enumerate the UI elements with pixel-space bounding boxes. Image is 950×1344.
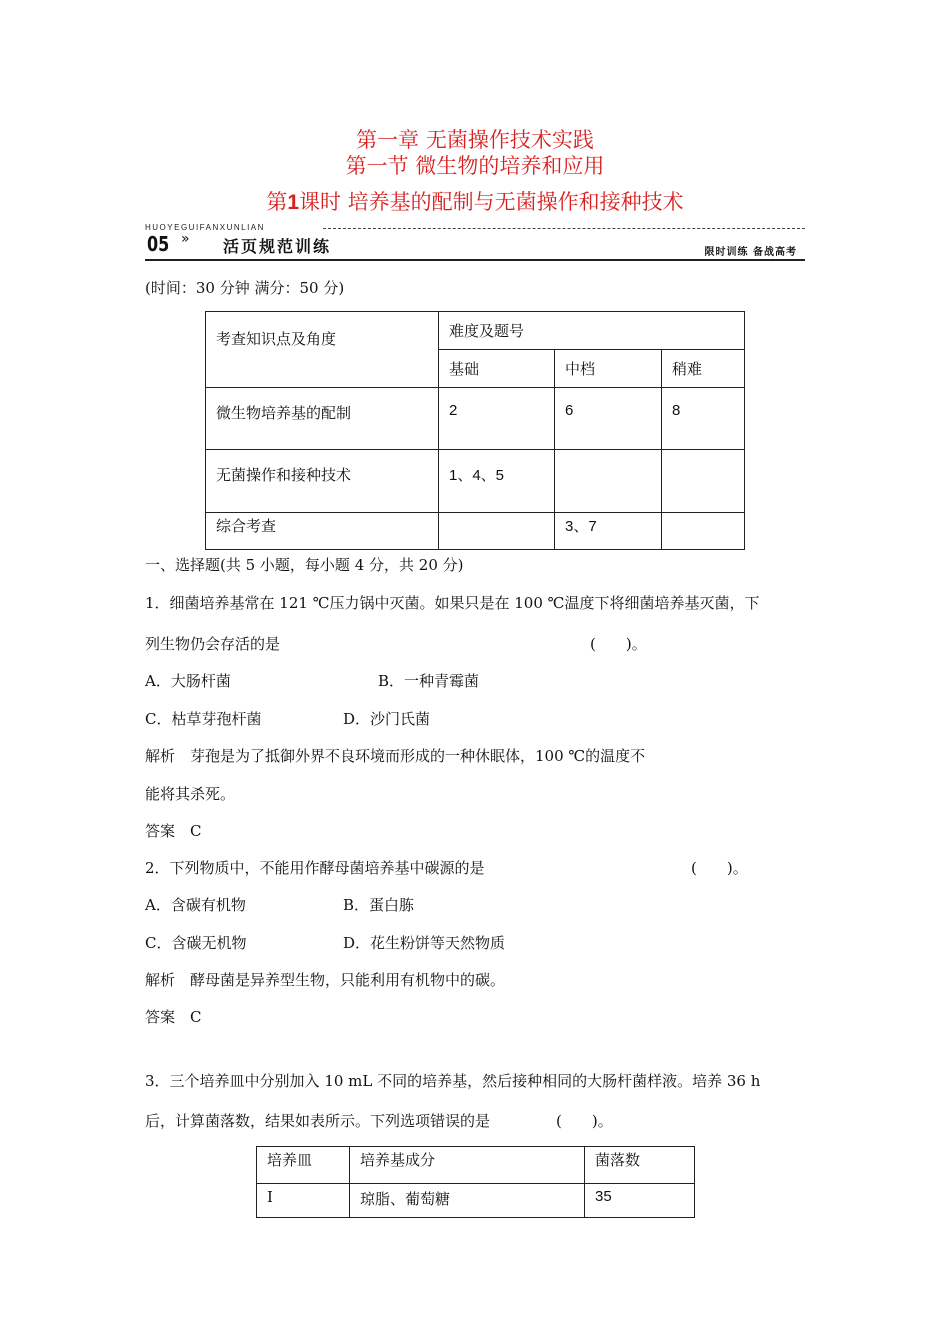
q3-cell-dish: I: [257, 1184, 350, 1218]
row-hard: [662, 450, 745, 513]
time-score-info: (时间：30 分钟 满分：50 分): [145, 279, 345, 297]
q3-stem-line1: 3．三个培养皿中分别加入 10 mL 不同的培养基，然后接种相同的大肠杆菌样液。培养 36 h: [145, 1072, 761, 1090]
q3-answer-bracket: ( )。: [556, 1112, 613, 1130]
q3-stem-line2: 后，计算菌落数，结果如表所示。下列选项错误的是: [145, 1112, 491, 1130]
row-topic: 综合考查: [206, 513, 439, 550]
lesson-rest: 课时 培养基的配制与无菌操作和接种技术: [299, 190, 684, 214]
q2-option-b: B．蛋白胨: [343, 896, 415, 914]
banner-dashed-rule: [323, 228, 805, 229]
row-basic: 1、4、5: [439, 450, 555, 513]
row-topic: 微生物培养基的配制: [206, 388, 439, 450]
q1-stem-line2: 列生物仍会存活的是: [145, 635, 281, 653]
table-head-difficulty: 难度及题号: [439, 312, 745, 350]
q1-option-a: A．大肠杆菌: [145, 672, 231, 690]
row-topic: 无菌操作和接种技术: [206, 450, 439, 513]
level-mid: 中档: [555, 350, 662, 388]
q1-option-b: B．一种青霉菌: [378, 672, 480, 690]
lesson-number: 1: [287, 191, 299, 214]
double-arrow-icon: »: [181, 231, 190, 247]
banner-slogan: 限时训练 备战高考: [704, 247, 797, 258]
q2-analysis: 解析 酵母菌是异养型生物，只能利用有机物中的碳。: [145, 971, 506, 989]
q1-answer: 答案 C: [145, 822, 202, 840]
level-hard: 稍难: [662, 350, 745, 388]
q1-stem-line1: 1．细菌培养基常在 121 ℃压力锅中灭菌。如果只是在 100 ℃温度下将细菌培养基灭菌，下: [145, 594, 760, 612]
row-basic: [439, 513, 555, 550]
q3-head-medium: 培养基成分: [350, 1147, 585, 1184]
chapter-title: 第一章 无菌操作技术实践: [356, 128, 594, 152]
banner-title: 活页规范训练: [223, 237, 332, 256]
q2-stem: 2．下列物质中，不能用作酵母菌培养基中碳源的是: [145, 859, 485, 877]
row-mid: [555, 450, 662, 513]
q3-head-colonies: 菌落数: [585, 1147, 695, 1184]
q3-table: [256, 1146, 695, 1218]
knowledge-table: [205, 311, 745, 550]
banner-pinyin: HUOYEGUIFANXUNLIAN: [145, 223, 265, 232]
q1-option-d: D．沙门氏菌: [343, 710, 431, 728]
banner-rule: [145, 259, 805, 261]
q2-option-d: D．花生粉饼等天然物质: [343, 934, 506, 952]
row-hard: 8: [662, 388, 745, 450]
q1-analysis-line2: 能将其杀死。: [145, 785, 236, 803]
q3-cell-medium: 琼脂、葡萄糖: [350, 1184, 585, 1218]
q1-analysis-line1: 解析 芽孢是为了抵御外界不良环境而形成的一种休眠体，100 ℃的温度不: [145, 747, 646, 765]
table-row: [206, 513, 745, 550]
lesson-prefix: 第: [266, 190, 288, 214]
level-basic: 基础: [439, 350, 555, 388]
q3-head-dish: 培养皿: [257, 1147, 350, 1184]
q2-option-c: C．含碳无机物: [145, 934, 247, 952]
q1-option-c: C．枯草芽孢杆菌: [145, 710, 262, 728]
q2-answer-bracket: ( )。: [691, 859, 748, 877]
table-head-topic: 考查知识点及角度: [206, 312, 439, 388]
practice-banner: [145, 223, 805, 263]
table-row: [206, 450, 745, 513]
row-hard: [662, 513, 745, 550]
row-basic: 2: [439, 388, 555, 450]
lesson-title: [0, 186, 950, 216]
row-mid: 3、7: [555, 513, 662, 550]
section-title: 第一节 微生物的培养和应用: [345, 154, 605, 178]
table-row: [206, 388, 745, 450]
banner-number: 05: [147, 232, 170, 256]
table-row: [257, 1184, 695, 1218]
q1-answer-bracket: ( )。: [590, 635, 647, 653]
q2-option-a: A．含碳有机物: [145, 896, 246, 914]
section-heading: 一、选择题(共 5 小题，每小题 4 分，共 20 分): [145, 556, 464, 574]
row-mid: 6: [555, 388, 662, 450]
q3-cell-colonies: 35: [585, 1184, 695, 1218]
q2-answer: 答案 C: [145, 1008, 202, 1026]
